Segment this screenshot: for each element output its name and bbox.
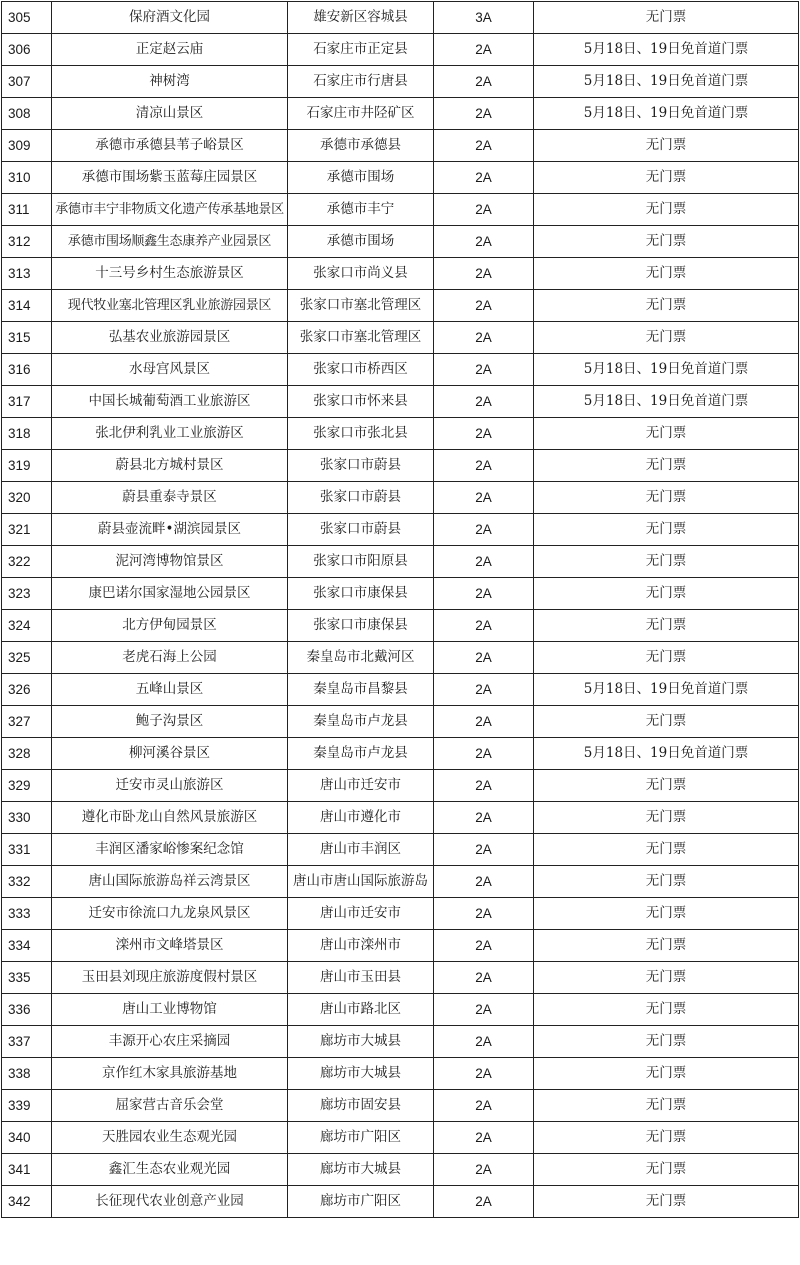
row-number: 318 xyxy=(2,418,52,450)
scenic-spot-name: 神树湾 xyxy=(52,66,288,98)
table-row xyxy=(2,802,799,834)
ticket-policy: 无门票 xyxy=(534,1026,799,1058)
scenic-spot-name: 正定赵云庙 xyxy=(52,34,288,66)
scenic-spot-name: 中国长城葡萄酒工业旅游区 xyxy=(52,386,288,418)
ticket-policy: 无门票 xyxy=(534,1154,799,1186)
scenic-spot-grade: 2A xyxy=(434,610,534,642)
scenic-spot-grade: 2A xyxy=(434,258,534,290)
row-number: 342 xyxy=(2,1186,52,1218)
table-row xyxy=(2,610,799,642)
row-number: 340 xyxy=(2,1122,52,1154)
scenic-spot-name: 承德市丰宁非物质文化遗产传承基地景区 xyxy=(52,194,288,226)
scenic-spot-location: 雄安新区容城县 xyxy=(288,2,434,34)
scenic-spot-location: 秦皇岛市卢龙县 xyxy=(288,706,434,738)
scenic-spot-grade: 2A xyxy=(434,802,534,834)
table-row xyxy=(2,1154,799,1186)
ticket-policy: 5月18日、19日免首道门票 xyxy=(534,354,799,386)
scenic-spot-name: 张北伊利乳业工业旅游区 xyxy=(52,418,288,450)
ticket-policy: 无门票 xyxy=(534,610,799,642)
row-number: 327 xyxy=(2,706,52,738)
scenic-spot-location: 唐山市滦州市 xyxy=(288,930,434,962)
scenic-spot-name: 迁安市灵山旅游区 xyxy=(52,770,288,802)
ticket-policy: 5月18日、19日免首道门票 xyxy=(534,98,799,130)
ticket-policy: 无门票 xyxy=(534,770,799,802)
table-body xyxy=(2,2,799,1218)
scenic-spot-location: 廊坊市固安县 xyxy=(288,1090,434,1122)
row-number: 311 xyxy=(2,194,52,226)
scenic-spot-location: 张家口市桥西区 xyxy=(288,354,434,386)
scenic-spot-grade: 2A xyxy=(434,34,534,66)
scenic-spot-name: 保府酒文化园 xyxy=(52,2,288,34)
scenic-spot-grade: 2A xyxy=(434,898,534,930)
scenic-spot-location: 石家庄市正定县 xyxy=(288,34,434,66)
ticket-policy: 无门票 xyxy=(534,930,799,962)
table-row xyxy=(2,706,799,738)
scenic-spot-location: 张家口市康保县 xyxy=(288,578,434,610)
ticket-policy: 无门票 xyxy=(534,258,799,290)
ticket-policy: 无门票 xyxy=(534,450,799,482)
scenic-spot-grade: 2A xyxy=(434,354,534,386)
scenic-spot-grade: 3A xyxy=(434,2,534,34)
row-number: 321 xyxy=(2,514,52,546)
scenic-spot-location: 廊坊市大城县 xyxy=(288,1058,434,1090)
ticket-policy: 5月18日、19日免首道门票 xyxy=(534,386,799,418)
row-number: 334 xyxy=(2,930,52,962)
row-number: 320 xyxy=(2,482,52,514)
scenic-spot-grade: 2A xyxy=(434,962,534,994)
table-row xyxy=(2,962,799,994)
scenic-spot-grade: 2A xyxy=(434,642,534,674)
table-row xyxy=(2,162,799,194)
scenic-spot-name: 鲍子沟景区 xyxy=(52,706,288,738)
ticket-policy: 5月18日、19日免首道门票 xyxy=(534,738,799,770)
scenic-spot-name: 承德市围场顺鑫生态康养产业园景区 xyxy=(52,226,288,258)
ticket-policy: 无门票 xyxy=(534,898,799,930)
table-row xyxy=(2,674,799,706)
scenic-spot-grade: 2A xyxy=(434,130,534,162)
table-row xyxy=(2,418,799,450)
scenic-spot-name: 清凉山景区 xyxy=(52,98,288,130)
scenic-spot-location: 唐山市路北区 xyxy=(288,994,434,1026)
scenic-spot-location: 石家庄市井陉矿区 xyxy=(288,98,434,130)
scenic-spot-location: 承德市丰宁 xyxy=(288,194,434,226)
row-number: 324 xyxy=(2,610,52,642)
ticket-policy: 无门票 xyxy=(534,834,799,866)
scenic-spot-grade: 2A xyxy=(434,546,534,578)
ticket-policy: 无门票 xyxy=(534,226,799,258)
row-number: 322 xyxy=(2,546,52,578)
scenic-spot-grade: 2A xyxy=(434,194,534,226)
scenic-spot-location: 唐山市唐山国际旅游岛 xyxy=(288,866,434,898)
scenic-spot-location: 秦皇岛市昌黎县 xyxy=(288,674,434,706)
scenic-spot-grade: 2A xyxy=(434,994,534,1026)
scenic-spot-name: 康巴诺尔国家湿地公园景区 xyxy=(52,578,288,610)
scenic-spot-name: 十三号乡村生态旅游景区 xyxy=(52,258,288,290)
ticket-policy: 5月18日、19日免首道门票 xyxy=(534,66,799,98)
table-row xyxy=(2,66,799,98)
ticket-policy: 无门票 xyxy=(534,642,799,674)
table-row xyxy=(2,98,799,130)
scenic-spot-grade: 2A xyxy=(434,834,534,866)
scenic-spots-table xyxy=(1,1,799,1218)
table-row xyxy=(2,34,799,66)
scenic-spot-location: 唐山市玉田县 xyxy=(288,962,434,994)
row-number: 314 xyxy=(2,290,52,322)
table-row xyxy=(2,1186,799,1218)
row-number: 307 xyxy=(2,66,52,98)
scenic-spot-grade: 2A xyxy=(434,1186,534,1218)
ticket-policy: 无门票 xyxy=(534,162,799,194)
row-number: 317 xyxy=(2,386,52,418)
scenic-spot-location: 张家口市怀来县 xyxy=(288,386,434,418)
scenic-spot-name: 京作红木家具旅游基地 xyxy=(52,1058,288,1090)
scenic-spot-grade: 2A xyxy=(434,482,534,514)
scenic-spot-grade: 2A xyxy=(434,386,534,418)
scenic-spot-grade: 2A xyxy=(434,322,534,354)
row-number: 306 xyxy=(2,34,52,66)
scenic-spot-grade: 2A xyxy=(434,674,534,706)
table-row xyxy=(2,1026,799,1058)
ticket-policy: 无门票 xyxy=(534,418,799,450)
scenic-spot-name: 丰润区潘家峪惨案纪念馆 xyxy=(52,834,288,866)
table-row xyxy=(2,386,799,418)
ticket-policy: 无门票 xyxy=(534,130,799,162)
scenic-spot-location: 秦皇岛市卢龙县 xyxy=(288,738,434,770)
scenic-spot-location: 张家口市塞北管理区 xyxy=(288,322,434,354)
table-row xyxy=(2,450,799,482)
table-row xyxy=(2,194,799,226)
scenic-spot-name: 承德市承德县苇子峪景区 xyxy=(52,130,288,162)
row-number: 337 xyxy=(2,1026,52,1058)
scenic-spot-location: 廊坊市广阳区 xyxy=(288,1122,434,1154)
scenic-spot-name: 唐山国际旅游岛祥云湾景区 xyxy=(52,866,288,898)
table-row xyxy=(2,738,799,770)
row-number: 329 xyxy=(2,770,52,802)
ticket-policy: 无门票 xyxy=(534,290,799,322)
scenic-spot-grade: 2A xyxy=(434,1122,534,1154)
ticket-policy: 无门票 xyxy=(534,866,799,898)
scenic-spot-location: 唐山市遵化市 xyxy=(288,802,434,834)
table-row xyxy=(2,930,799,962)
scenic-spot-name: 天胜园农业生态观光园 xyxy=(52,1122,288,1154)
scenic-spot-location: 张家口市康保县 xyxy=(288,610,434,642)
scenic-spot-name: 承德市围场紫玉蓝莓庄园景区 xyxy=(52,162,288,194)
scenic-spot-name: 蔚县壶流畔•湖滨园景区 xyxy=(52,514,288,546)
scenic-spot-name: 丰源开心农庄采摘园 xyxy=(52,1026,288,1058)
scenic-spot-grade: 2A xyxy=(434,1026,534,1058)
table-row xyxy=(2,834,799,866)
ticket-policy: 无门票 xyxy=(534,194,799,226)
row-number: 310 xyxy=(2,162,52,194)
table-row xyxy=(2,258,799,290)
scenic-spot-location: 唐山市迁安市 xyxy=(288,770,434,802)
ticket-policy: 无门票 xyxy=(534,1122,799,1154)
row-number: 326 xyxy=(2,674,52,706)
table-row xyxy=(2,482,799,514)
scenic-spot-name: 鑫汇生态农业观光园 xyxy=(52,1154,288,1186)
scenic-spot-grade: 2A xyxy=(434,450,534,482)
scenic-spot-name: 唐山工业博物馆 xyxy=(52,994,288,1026)
scenic-spot-location: 张家口市蔚县 xyxy=(288,514,434,546)
row-number: 312 xyxy=(2,226,52,258)
scenic-spot-location: 承德市承德县 xyxy=(288,130,434,162)
scenic-spot-location: 廊坊市大城县 xyxy=(288,1154,434,1186)
scenic-spot-grade: 2A xyxy=(434,930,534,962)
scenic-spot-name: 玉田县刘现庄旅游度假村景区 xyxy=(52,962,288,994)
scenic-spot-location: 唐山市丰润区 xyxy=(288,834,434,866)
scenic-spot-grade: 2A xyxy=(434,866,534,898)
scenic-spot-name: 遵化市卧龙山自然风景旅游区 xyxy=(52,802,288,834)
scenic-spot-grade: 2A xyxy=(434,770,534,802)
table-row xyxy=(2,994,799,1026)
ticket-policy: 无门票 xyxy=(534,546,799,578)
row-number: 315 xyxy=(2,322,52,354)
table-row xyxy=(2,354,799,386)
table-row xyxy=(2,866,799,898)
scenic-spot-name: 长征现代农业创意产业园 xyxy=(52,1186,288,1218)
scenic-spot-name: 现代牧业塞北管理区乳业旅游园景区 xyxy=(52,290,288,322)
table-row xyxy=(2,1090,799,1122)
scenic-spot-grade: 2A xyxy=(434,1058,534,1090)
scenic-spot-name: 五峰山景区 xyxy=(52,674,288,706)
row-number: 319 xyxy=(2,450,52,482)
table-row xyxy=(2,1122,799,1154)
scenic-spot-name: 北方伊甸园景区 xyxy=(52,610,288,642)
table-row xyxy=(2,514,799,546)
scenic-spot-location: 张家口市尚义县 xyxy=(288,258,434,290)
scenic-spot-grade: 2A xyxy=(434,290,534,322)
scenic-spot-location: 唐山市迁安市 xyxy=(288,898,434,930)
ticket-policy: 无门票 xyxy=(534,962,799,994)
scenic-spot-grade: 2A xyxy=(434,162,534,194)
ticket-policy: 无门票 xyxy=(534,578,799,610)
scenic-spot-location: 承德市围场 xyxy=(288,162,434,194)
row-number: 341 xyxy=(2,1154,52,1186)
ticket-policy: 无门票 xyxy=(534,1090,799,1122)
row-number: 333 xyxy=(2,898,52,930)
table-row xyxy=(2,290,799,322)
scenic-spot-location: 承德市围场 xyxy=(288,226,434,258)
row-number: 339 xyxy=(2,1090,52,1122)
row-number: 335 xyxy=(2,962,52,994)
scenic-spot-grade: 2A xyxy=(434,1090,534,1122)
scenic-spot-grade: 2A xyxy=(434,66,534,98)
scenic-spot-location: 张家口市塞北管理区 xyxy=(288,290,434,322)
table-row xyxy=(2,1058,799,1090)
row-number: 316 xyxy=(2,354,52,386)
scenic-spot-name: 蔚县北方城村景区 xyxy=(52,450,288,482)
scenic-spot-name: 弘基农业旅游园景区 xyxy=(52,322,288,354)
scenic-spot-name: 蔚县重泰寺景区 xyxy=(52,482,288,514)
scenic-spot-name: 水母宫风景区 xyxy=(52,354,288,386)
row-number: 328 xyxy=(2,738,52,770)
ticket-policy: 无门票 xyxy=(534,514,799,546)
row-number: 305 xyxy=(2,2,52,34)
scenic-spot-location: 张家口市蔚县 xyxy=(288,450,434,482)
table-row xyxy=(2,578,799,610)
scenic-spot-name: 柳河溪谷景区 xyxy=(52,738,288,770)
row-number: 323 xyxy=(2,578,52,610)
scenic-spot-grade: 2A xyxy=(434,706,534,738)
row-number: 336 xyxy=(2,994,52,1026)
table-row xyxy=(2,322,799,354)
row-number: 330 xyxy=(2,802,52,834)
scenic-spot-location: 张家口市蔚县 xyxy=(288,482,434,514)
scenic-spot-location: 张家口市阳原县 xyxy=(288,546,434,578)
scenic-spot-grade: 2A xyxy=(434,578,534,610)
scenic-spot-grade: 2A xyxy=(434,514,534,546)
row-number: 308 xyxy=(2,98,52,130)
ticket-policy: 5月18日、19日免首道门票 xyxy=(534,34,799,66)
ticket-policy: 5月18日、19日免首道门票 xyxy=(534,674,799,706)
row-number: 325 xyxy=(2,642,52,674)
row-number: 332 xyxy=(2,866,52,898)
row-number: 331 xyxy=(2,834,52,866)
ticket-policy: 无门票 xyxy=(534,2,799,34)
scenic-spot-name: 滦州市文峰塔景区 xyxy=(52,930,288,962)
scenic-spot-location: 秦皇岛市北戴河区 xyxy=(288,642,434,674)
row-number: 309 xyxy=(2,130,52,162)
table-row xyxy=(2,546,799,578)
table-row xyxy=(2,130,799,162)
scenic-spot-location: 张家口市张北县 xyxy=(288,418,434,450)
scenic-spot-grade: 2A xyxy=(434,738,534,770)
row-number: 313 xyxy=(2,258,52,290)
scenic-spot-location: 廊坊市大城县 xyxy=(288,1026,434,1058)
scenic-spot-location: 廊坊市广阳区 xyxy=(288,1186,434,1218)
ticket-policy: 无门票 xyxy=(534,1058,799,1090)
ticket-policy: 无门票 xyxy=(534,994,799,1026)
scenic-spot-name: 老虎石海上公园 xyxy=(52,642,288,674)
table-row xyxy=(2,770,799,802)
ticket-policy: 无门票 xyxy=(534,1186,799,1218)
table-row xyxy=(2,2,799,34)
scenic-spot-grade: 2A xyxy=(434,98,534,130)
ticket-policy: 无门票 xyxy=(534,706,799,738)
row-number: 338 xyxy=(2,1058,52,1090)
table-row xyxy=(2,226,799,258)
scenic-spot-grade: 2A xyxy=(434,226,534,258)
scenic-spot-name: 屈家营古音乐会堂 xyxy=(52,1090,288,1122)
ticket-policy: 无门票 xyxy=(534,322,799,354)
scenic-spot-grade: 2A xyxy=(434,1154,534,1186)
ticket-policy: 无门票 xyxy=(534,482,799,514)
ticket-policy: 无门票 xyxy=(534,802,799,834)
scenic-spot-name: 迁安市徐流口九龙泉风景区 xyxy=(52,898,288,930)
scenic-spot-location: 石家庄市行唐县 xyxy=(288,66,434,98)
scenic-spot-grade: 2A xyxy=(434,418,534,450)
table-row xyxy=(2,898,799,930)
scenic-spot-name: 泥河湾博物馆景区 xyxy=(52,546,288,578)
table-row xyxy=(2,642,799,674)
